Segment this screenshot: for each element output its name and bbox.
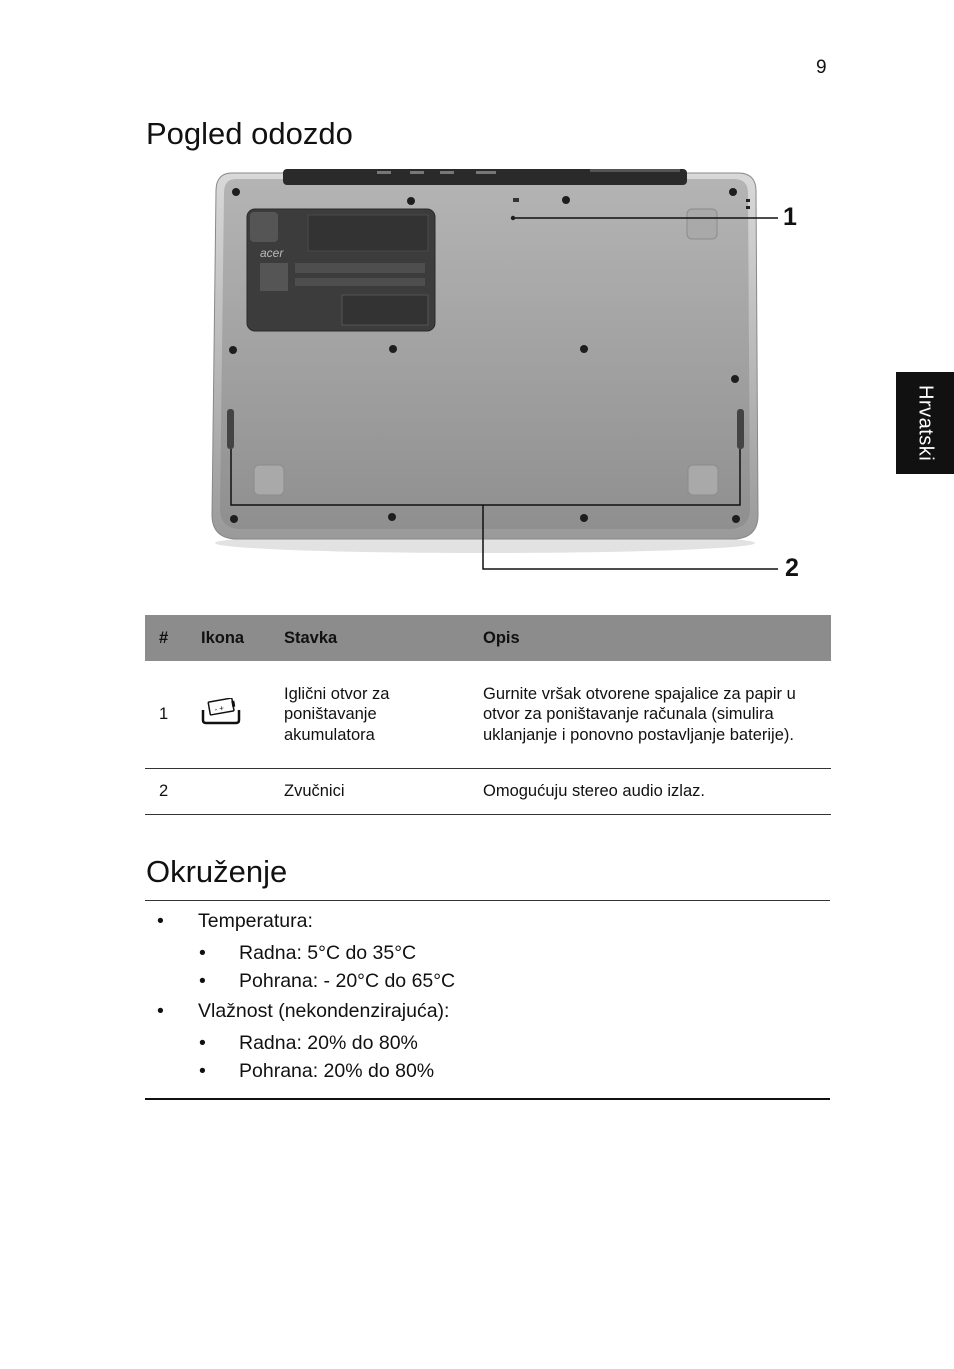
- row-icon-cell: [187, 769, 270, 815]
- svg-text:- +: - +: [213, 703, 225, 714]
- laptop-bottom-drawing: [140, 165, 820, 585]
- col-header-description: Opis: [469, 615, 831, 661]
- row-item: Zvučnici: [270, 769, 469, 815]
- callout-2: 2: [785, 554, 799, 582]
- table-row: [145, 769, 831, 815]
- section-title-bottom-view: Pogled odozdo: [146, 116, 353, 151]
- row-number: 2: [145, 769, 187, 815]
- row-number: 1: [145, 661, 187, 769]
- table-row: [145, 661, 831, 769]
- language-tab: [896, 372, 954, 474]
- col-header-icon: Ikona: [187, 615, 270, 661]
- section-title-environment: Okruženje: [146, 854, 288, 889]
- col-header-item: Stavka: [270, 615, 469, 661]
- row-icon-cell: [187, 661, 270, 769]
- battery-reset-icon: [201, 698, 241, 726]
- col-header-number: #: [145, 615, 187, 661]
- divider: [145, 1098, 830, 1100]
- callout-1: 1: [783, 203, 797, 231]
- row-item: Iglični otvor za poništavanje akumulatora: [270, 661, 469, 769]
- row-description: Omogućuju stereo audio izlaz.: [469, 769, 831, 815]
- table-header-row: [145, 615, 831, 661]
- divider: [145, 900, 830, 901]
- row-description: Gurnite vršak otvorene spajalice za papir u otvor za poništavanje računala (simulira uklanjanje i ponovno postavljanje baterije).: [469, 661, 831, 769]
- bottom-view-table: [145, 615, 831, 815]
- laptop-bottom-illustration: [140, 165, 820, 585]
- brand-logo: acer: [260, 246, 284, 260]
- page-number: 9: [816, 57, 827, 78]
- language-tab-label: Hrvatski: [914, 384, 937, 462]
